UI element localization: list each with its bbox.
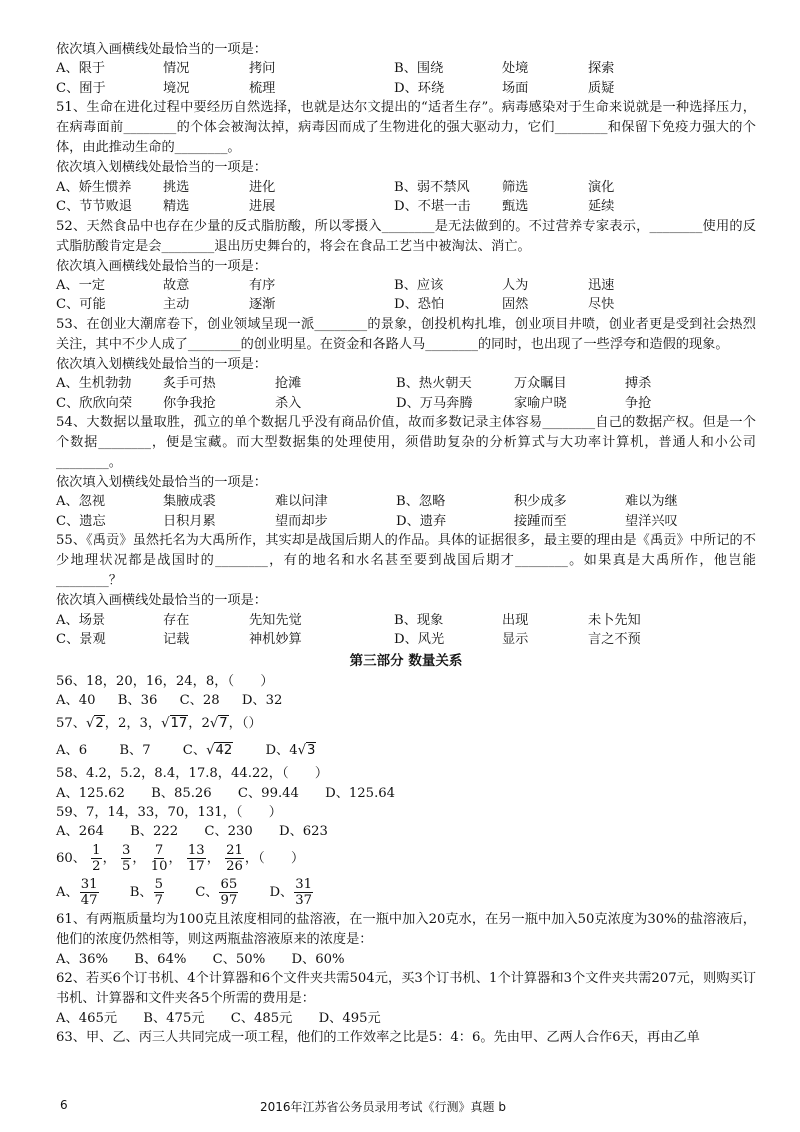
series-text: ， bbox=[188, 716, 202, 732]
option-c[interactable] bbox=[195, 876, 239, 908]
q54-options-row-2 bbox=[56, 512, 756, 532]
option-c[interactable]: C、99.44 bbox=[237, 785, 299, 801]
option-text: 人为 bbox=[502, 277, 529, 293]
option-c[interactable]: C、欣欣向荣 bbox=[56, 395, 133, 411]
q62-options bbox=[56, 1009, 756, 1028]
option-c[interactable]: C、28 bbox=[179, 693, 220, 709]
option-a[interactable]: A、限于 bbox=[56, 61, 106, 77]
option-b[interactable]: B、475元 bbox=[143, 1010, 205, 1026]
option-c[interactable]: C、485元 bbox=[230, 1010, 293, 1026]
fraction bbox=[294, 877, 313, 908]
option-text: 挑选 bbox=[163, 179, 190, 195]
option-d[interactable]: D、遗弃 bbox=[396, 513, 447, 529]
q60-options bbox=[56, 876, 756, 910]
question-number: 60、 bbox=[56, 850, 86, 866]
q51-options-row-1 bbox=[56, 178, 756, 198]
radicand: 2 bbox=[95, 716, 104, 732]
q53-options-row-2 bbox=[56, 394, 756, 414]
section-title: 第三部分 数量关系 bbox=[349, 652, 463, 669]
sqrt-term: √2 bbox=[85, 716, 104, 732]
option-text: 进展 bbox=[249, 199, 276, 215]
numerator: 31 bbox=[295, 876, 312, 892]
option-label: C、 bbox=[182, 743, 207, 759]
option-d[interactable]: D、32 bbox=[241, 693, 283, 709]
option-text: 延续 bbox=[588, 199, 615, 215]
sqrt-term: √3 bbox=[297, 743, 316, 759]
denominator: 2 bbox=[92, 858, 101, 874]
option-b[interactable]: B、64% bbox=[134, 951, 187, 967]
option-b[interactable]: B、7 bbox=[119, 743, 151, 759]
option-b[interactable]: B、36 bbox=[117, 693, 158, 709]
option-text: 探索 bbox=[588, 61, 615, 77]
option-text: 境况 bbox=[163, 80, 190, 96]
option-text: 出现 bbox=[502, 612, 529, 628]
numerator: 21 bbox=[226, 842, 243, 858]
numerator: 1 bbox=[92, 842, 101, 858]
q54-stem: 54、大数据以量取胜，孤立的单个数据几乎没有商品价值，故而多数记录主体容易________自己的数据产权。但是一个个数据________，便是宝藏。而大型数据集的处理使用，须借助复杂的分析算式与大功率计算机，普通人和小公司________。 bbox=[56, 415, 756, 471]
q57-options bbox=[56, 738, 756, 764]
option-text: 难以为继 bbox=[625, 494, 678, 510]
option-text: 你争我抢 bbox=[163, 395, 216, 411]
q57-stem bbox=[56, 710, 756, 738]
option-label: B、 bbox=[129, 884, 153, 900]
option-text: 主动 bbox=[163, 297, 190, 313]
option-text: 甄选 bbox=[502, 199, 529, 215]
q52-prompt: 依次填入画横线处最恰当的一项是： bbox=[56, 258, 267, 274]
series-text: ，2，3， bbox=[104, 716, 162, 732]
option-text: 逐渐 bbox=[249, 297, 276, 313]
option-b[interactable]: B、222 bbox=[130, 824, 179, 840]
option-b[interactable]: B、现象 bbox=[394, 612, 444, 628]
q61-stem: 61、有两瓶质量均为100克且浓度相同的盐溶液，在一瓶中加入20克水，在另一瓶中加入50克浓度为30%的盐溶液后，他们的浓度仍然相等，则这两瓶盐溶液原来的浓度是： bbox=[56, 911, 756, 947]
q52-options-row-1 bbox=[56, 276, 756, 296]
q56-options bbox=[56, 691, 756, 710]
q55-options-row-1 bbox=[56, 611, 756, 631]
q51-options-row-2 bbox=[56, 197, 756, 217]
series-text: ，（ ） bbox=[244, 850, 305, 866]
q53-stem: 53、在创业大潮席卷下，创业领域呈现一派________的景象，创投机构扎堆，创业项目井喷，创业者更是受到社会热烈关注，其中不少人成了________的创业明星。在资金和各路人马________的同时，也出现了一些浮夸和造假的现象。 bbox=[56, 316, 756, 352]
option-b[interactable]: B、弱不禁风 bbox=[394, 179, 470, 195]
denominator: 7 bbox=[154, 892, 163, 908]
option-c[interactable]: C、可能 bbox=[56, 297, 106, 313]
q51-prompt: 依次填入划横线处最恰当的一项是： bbox=[56, 160, 267, 176]
radicand: 42 bbox=[215, 743, 233, 759]
option-d[interactable]: D、60% bbox=[291, 951, 345, 967]
denominator: 26 bbox=[226, 858, 243, 874]
option-a[interactable]: A、36% bbox=[56, 951, 109, 967]
q50-options-row-1 bbox=[56, 59, 756, 79]
option-d[interactable]: D、125.64 bbox=[325, 785, 396, 801]
option-text: 处境 bbox=[502, 61, 529, 77]
option-text: 望洋兴叹 bbox=[625, 513, 678, 529]
option-text: 筛选 bbox=[502, 179, 529, 195]
question-number: 57、 bbox=[56, 716, 86, 732]
option-text: 杀入 bbox=[275, 395, 302, 411]
fraction bbox=[154, 877, 164, 908]
option-text: 迅速 bbox=[588, 277, 615, 293]
q55-stem: 55、《禹贡》虽然托名为大禹所作，其实却是战国后期人的作品。具体的证据很多，最主要的理由是《禹贡》中所记的不少地理状况都是战国时的________，有的地名和水名甚至要到战国后期才________。如果真是大禹所作，他岂能________？ bbox=[56, 533, 756, 589]
fraction bbox=[187, 843, 206, 874]
option-a[interactable]: A、娇生惯养 bbox=[56, 179, 132, 195]
q59-options bbox=[56, 822, 756, 841]
option-text: 万众瞩目 bbox=[514, 376, 567, 392]
option-d[interactable]: D、风光 bbox=[394, 632, 445, 648]
option-text: 精选 bbox=[163, 199, 190, 215]
q52-options-row-2 bbox=[56, 295, 756, 315]
option-text: 故意 bbox=[163, 277, 190, 293]
option-c[interactable]: C、230 bbox=[204, 824, 253, 840]
q56-stem: 56、18，20，16，24，8，（ ） bbox=[56, 673, 274, 689]
option-text: 积少成多 bbox=[514, 494, 567, 510]
option-text: 难以问津 bbox=[275, 494, 328, 510]
denominator: 97 bbox=[220, 892, 238, 908]
q61-options bbox=[56, 950, 756, 969]
sqrt-term: √17 bbox=[161, 716, 188, 732]
q55-prompt: 依次填入画横线处最恰当的一项是： bbox=[56, 593, 267, 609]
fraction bbox=[219, 877, 238, 908]
q50-prompt: 依次填入画横线处最恰当的一项是： bbox=[56, 42, 267, 57]
coefficient: 2 bbox=[201, 716, 210, 732]
option-a[interactable]: A、125.62 bbox=[56, 785, 125, 801]
radicand: 7 bbox=[219, 716, 228, 732]
q51-stem: 51、生命在进化过程中要经历自然选择，也就是达尔文提出的“适者生存”。病毒感染对于生命来说就是一种选择压力，在病毒面前________的个体会被淘汰掉，病毒因而成了生物进化的强大驱动力，它们________和保留下免疫力强大的个体，由此推动生命的________。 bbox=[56, 100, 756, 156]
option-b[interactable]: B、忽略 bbox=[396, 494, 446, 510]
option-text: 场面 bbox=[502, 80, 529, 96]
option-text: 神机妙算 bbox=[249, 632, 302, 648]
denominator: 37 bbox=[295, 892, 312, 908]
option-c[interactable] bbox=[183, 742, 233, 758]
option-text: 情况 bbox=[163, 61, 190, 77]
q55-options-row-2 bbox=[56, 630, 756, 650]
option-label: C、 bbox=[195, 884, 219, 900]
q58-options bbox=[56, 784, 756, 803]
series-text: ，（） bbox=[228, 716, 262, 732]
option-a[interactable]: A、忽视 bbox=[56, 494, 106, 510]
option-text: 搏杀 bbox=[625, 376, 652, 392]
page-number: 6 bbox=[60, 1098, 68, 1112]
q54-prompt: 依次填入划横线处最恰当的一项是： bbox=[56, 475, 267, 491]
fraction bbox=[121, 843, 131, 874]
numerator: 13 bbox=[187, 842, 205, 858]
sqrt-term: √7 bbox=[209, 716, 228, 732]
option-d[interactable]: D、不堪一击 bbox=[394, 199, 471, 215]
option-d[interactable] bbox=[265, 742, 316, 758]
option-text: 拷问 bbox=[249, 61, 276, 77]
option-text: 望而却步 bbox=[275, 513, 328, 529]
option-a[interactable] bbox=[56, 876, 100, 908]
option-text: 日积月累 bbox=[163, 513, 216, 529]
option-text: 进化 bbox=[249, 179, 276, 195]
option-text: 接踵而至 bbox=[514, 513, 567, 529]
option-b[interactable]: B、应该 bbox=[394, 277, 444, 293]
q53-options-row-1 bbox=[56, 374, 756, 394]
option-label: A、 bbox=[56, 884, 79, 900]
coefficient: 4 bbox=[289, 743, 298, 759]
option-text: 固然 bbox=[502, 297, 529, 313]
option-a[interactable]: A、一定 bbox=[56, 277, 106, 293]
option-a[interactable]: A、264 bbox=[56, 824, 104, 840]
option-d[interactable] bbox=[269, 876, 314, 908]
option-text: 质疑 bbox=[588, 80, 615, 96]
fraction bbox=[91, 843, 101, 874]
option-b[interactable]: B、围绕 bbox=[394, 61, 444, 77]
q58-stem: 58、4.2，5.2，8.4，17.8，44.22，（ ） bbox=[56, 766, 329, 782]
option-text: 尽快 bbox=[588, 297, 615, 313]
numerator: 3 bbox=[121, 842, 131, 858]
denominator: 47 bbox=[80, 892, 98, 908]
sqrt-term: √42 bbox=[206, 743, 233, 759]
option-text: 集腋成裘 bbox=[163, 494, 216, 510]
option-a[interactable]: A、生机勃勃 bbox=[56, 376, 132, 392]
option-a[interactable]: A、40 bbox=[56, 693, 96, 709]
option-text: 先知先觉 bbox=[249, 612, 302, 628]
option-a[interactable]: A、场景 bbox=[56, 612, 106, 628]
option-d[interactable]: D、恐怕 bbox=[394, 297, 445, 313]
radicand: 17 bbox=[170, 716, 188, 732]
q63-stem: 63、甲、乙、丙三人共同完成一项工程，他们的工作效率之比是5：4：6。先由甲、乙两人合作6天，再由乙单 bbox=[56, 1030, 700, 1046]
option-a[interactable]: A、465元 bbox=[56, 1010, 118, 1026]
option-d[interactable]: D、495元 bbox=[318, 1010, 381, 1026]
numerator: 65 bbox=[220, 876, 238, 892]
option-text: 演化 bbox=[588, 179, 615, 195]
option-text: 言之不预 bbox=[588, 632, 641, 648]
option-c[interactable]: C、节节败退 bbox=[56, 199, 133, 215]
q54-options-row-1 bbox=[56, 492, 756, 512]
option-b[interactable]: B、85.26 bbox=[151, 785, 212, 801]
option-c[interactable]: C、50% bbox=[212, 951, 266, 967]
option-d[interactable]: D、环绕 bbox=[394, 80, 445, 96]
option-c[interactable]: C、遗忘 bbox=[56, 513, 106, 529]
footer-title: 2016年江苏省公务员录用考试《行测》真题 b bbox=[260, 1100, 506, 1114]
option-text: 炙手可热 bbox=[163, 376, 216, 392]
option-b[interactable]: B、热火朝天 bbox=[396, 376, 472, 392]
q52-stem: 52、天然食品中也存在少量的反式脂肪酸，所以零摄入________是无法做到的。不过营养专家表示，________使用的反式脂肪酸肯定是会________退出历史舞台的，将会在食品工艺当中被淘汰、消亡。 bbox=[56, 218, 756, 254]
option-c[interactable]: C、囿于 bbox=[56, 80, 106, 96]
fraction bbox=[225, 843, 244, 874]
option-label: D、 bbox=[269, 884, 294, 900]
denominator: 10 bbox=[150, 858, 168, 874]
option-text: 记载 bbox=[163, 632, 190, 648]
option-text: 有序 bbox=[249, 277, 276, 293]
option-text: 显示 bbox=[502, 632, 529, 648]
option-d[interactable]: D、万马奔腾 bbox=[396, 395, 473, 411]
option-c[interactable]: C、景观 bbox=[56, 632, 106, 648]
exam-page bbox=[56, 40, 756, 1047]
option-text: 抢滩 bbox=[275, 376, 302, 392]
option-text: 家喻户晓 bbox=[514, 395, 567, 411]
option-b[interactable] bbox=[129, 876, 165, 908]
option-text: 梳理 bbox=[249, 80, 276, 96]
fraction bbox=[80, 877, 99, 908]
numerator: 7 bbox=[154, 842, 164, 858]
q50-options-row-2 bbox=[56, 79, 756, 99]
radicand: 3 bbox=[307, 743, 316, 759]
numerator: 31 bbox=[80, 876, 98, 892]
q59-stem: 59、7，14，33，70，131，（ ） bbox=[56, 804, 282, 820]
option-text: 争抢 bbox=[625, 395, 652, 411]
denominator: 5 bbox=[121, 858, 131, 874]
option-label: D、 bbox=[265, 743, 290, 759]
q53-prompt: 依次填入划横线处最恰当的一项是： bbox=[56, 356, 267, 372]
option-text: 未卜先知 bbox=[588, 612, 641, 628]
numerator: 5 bbox=[154, 876, 163, 892]
denominator: 17 bbox=[187, 858, 205, 874]
option-text: 存在 bbox=[163, 612, 190, 628]
q62-stem: 62、若买6个订书机、4个计算器和6个文件夹共需504元，买3个订书机、1个计算器和3个文件夹共需207元，则购买订书机、计算器和文件夹各5个所需的费用是： bbox=[56, 970, 756, 1006]
option-a[interactable]: A、6 bbox=[56, 743, 88, 759]
fraction bbox=[151, 843, 168, 874]
option-d[interactable]: D、623 bbox=[279, 824, 328, 840]
q60-stem: 60、 $\frac{1}{2}$ ， $\frac{3}{5}$ ， $\frac{7}{10}$ ， $\frac{13}{17}$ ， $\frac{21}{26}$ ，（ ） bbox=[56, 842, 305, 874]
